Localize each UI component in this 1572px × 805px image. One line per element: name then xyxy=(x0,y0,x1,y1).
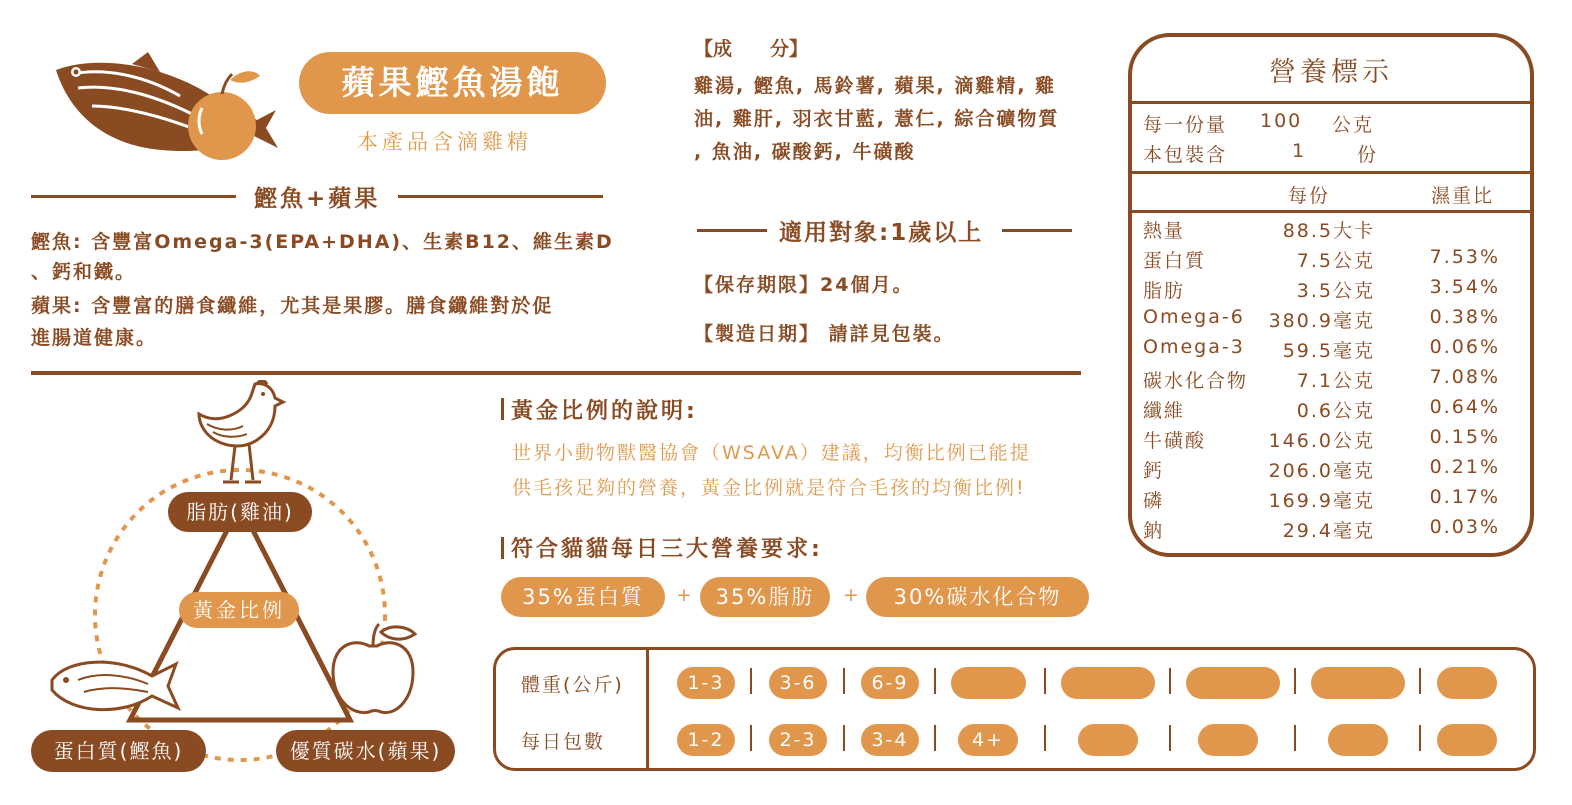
target-age: 適用對象:1歲以上 xyxy=(779,220,984,246)
nutrient-name: Omega-3 xyxy=(1143,336,1245,358)
nutrient-name: Omega-6 xyxy=(1143,306,1245,328)
daily-packs-pill xyxy=(1328,724,1388,756)
feeding-separator xyxy=(1294,668,1296,694)
nutrient-name: 牛磺酸 xyxy=(1143,430,1207,452)
feeding-separator xyxy=(843,668,845,694)
nutrient-amount: 380.9毫克 xyxy=(1268,310,1375,332)
chicken-icon xyxy=(195,380,290,488)
carb-requirement: 30%碳水化合物 xyxy=(866,577,1089,617)
apple-outline-icon xyxy=(325,620,425,720)
nutrient-amount: 0.6公克 xyxy=(1296,400,1375,422)
feeding-separator xyxy=(1169,668,1171,694)
daily-packs-pill: 2-3 xyxy=(769,724,827,756)
requirements-heading: 符合貓貓每日三大營養要求: xyxy=(511,537,823,562)
nutrient-wet-ratio: 0.38% xyxy=(1429,306,1500,328)
per-serving-header: 每份 xyxy=(1288,185,1331,207)
nutrient-name: 鈉 xyxy=(1143,520,1165,542)
nutrient-wet-ratio: 0.17% xyxy=(1429,486,1500,508)
nutrition-title: 營養標示 xyxy=(1269,57,1393,88)
nutrient-name: 鈣 xyxy=(1143,460,1165,482)
golden-ratio-line2: 供毛孩足夠的營養，黃金比例就是符合毛孩的均衡比例! xyxy=(512,477,1026,499)
daily-packs-pill xyxy=(1437,724,1497,756)
weight-row-label: 體重(公斤) xyxy=(521,674,624,696)
ingredients-heading: 【成 分】 xyxy=(694,38,809,60)
nutrient-amount: 29.4毫克 xyxy=(1282,520,1375,542)
servings-per-package-label: 本包裝含 xyxy=(1143,144,1228,166)
nutrient-amount: 7.1公克 xyxy=(1296,370,1375,392)
nutrient-amount: 146.0公克 xyxy=(1268,430,1375,452)
nutrient-amount: 206.0毫克 xyxy=(1268,460,1375,482)
feeding-separator xyxy=(1044,725,1046,751)
target-divider-left xyxy=(697,229,767,232)
ingredients-line3: , 魚油, 碳酸鈣, 牛磺酸 xyxy=(694,141,916,163)
ingredients-line2: 油, 雞肝, 羽衣甘藍, 薏仁, 綜合礦物質 xyxy=(694,108,1060,130)
product-subtitle: 本產品含滴雞精 xyxy=(357,130,532,154)
wet-weight-ratio-header: 濕重比 xyxy=(1431,185,1495,207)
feeding-separator xyxy=(934,668,936,694)
servings-per-package-value: 1 xyxy=(1292,140,1307,162)
nutrient-wet-ratio: 0.15% xyxy=(1429,426,1500,448)
nutrient-name: 磷 xyxy=(1143,490,1165,512)
section-divider xyxy=(31,371,1081,375)
shelf-life: 【保存期限】24個月。 xyxy=(694,274,914,296)
divider-right xyxy=(398,195,603,198)
nutrient-name: 纖維 xyxy=(1143,400,1186,422)
fat-requirement: 35%脂肪 xyxy=(700,577,830,617)
golden-ratio-line1: 世界小動物獸醫協會（WSAVA）建議，均衡比例已能提 xyxy=(512,442,1031,464)
weight-range-pill xyxy=(1437,667,1497,699)
packs-row-label: 每日包數 xyxy=(521,731,606,753)
target-divider-right xyxy=(1002,229,1072,232)
manufacture-date: 【製造日期】 請詳見包裝。 xyxy=(694,323,955,345)
nutrient-wet-ratio: 3.54% xyxy=(1429,276,1500,298)
feeding-separator xyxy=(1419,725,1421,751)
nutrient-wet-ratio: 0.64% xyxy=(1429,396,1500,418)
apple-description-line1: 蘋果: 含豐富的膳食纖維，尤其是果膠。膳食纖維對於促 xyxy=(31,295,554,317)
daily-packs-pill xyxy=(1198,724,1258,756)
feeding-separator xyxy=(1294,725,1296,751)
feeding-separator xyxy=(843,725,845,751)
golden-ratio-center-label: 黃金比例 xyxy=(179,592,299,628)
weight-range-pill xyxy=(951,667,1026,699)
nutrition-divider-3 xyxy=(1128,210,1534,213)
feeding-separator xyxy=(750,725,752,751)
golden-ratio-heading: 黃金比例的說明: xyxy=(511,399,698,424)
requirements-heading-bar xyxy=(501,537,504,559)
nutrient-name: 碳水化合物 xyxy=(1143,370,1249,392)
nutrition-divider-1 xyxy=(1128,101,1534,104)
feeding-separator xyxy=(934,725,936,751)
weight-range-pill: 6-9 xyxy=(861,667,919,699)
nutrient-amount: 88.5大卡 xyxy=(1282,220,1375,242)
fish-icon xyxy=(48,650,196,722)
nutrient-amount: 169.9毫克 xyxy=(1268,490,1375,512)
weight-range-pill: 3-6 xyxy=(769,667,827,699)
weight-range-pill xyxy=(1311,667,1405,699)
plus-sign-1: + xyxy=(676,584,692,606)
feeding-separator xyxy=(750,668,752,694)
nutrient-name: 脂肪 xyxy=(1143,280,1186,302)
daily-packs-pill: 4+ xyxy=(958,724,1018,756)
serving-size-label: 每一份量 xyxy=(1143,114,1228,136)
apple-description-line2: 進腸道健康。 xyxy=(31,327,158,349)
nutrient-wet-ratio: 0.03% xyxy=(1429,516,1500,538)
nutrient-name: 蛋白質 xyxy=(1143,250,1207,272)
ingredients-line1: 雞湯, 鰹魚, 馬鈴薯, 蘋果, 滴雞精, 雞 xyxy=(694,75,1057,97)
weight-range-pill xyxy=(1061,667,1155,699)
feeding-separator xyxy=(1419,668,1421,694)
protein-requirement: 35%蛋白質 xyxy=(501,577,665,617)
tuna-apple-logo-icon xyxy=(52,50,280,162)
serving-size-value: 100 xyxy=(1260,110,1303,132)
nutrient-wet-ratio: 7.08% xyxy=(1429,366,1500,388)
protein-label: 蛋白質(鰹魚) xyxy=(31,730,206,772)
nutrient-wet-ratio: 0.06% xyxy=(1429,336,1500,358)
servings-per-package-unit: 份 xyxy=(1357,144,1379,166)
feeding-separator xyxy=(1169,725,1171,751)
fish-description-line2: 、鈣和鐵。 xyxy=(31,261,137,283)
feeding-separator xyxy=(1044,668,1046,694)
divider-left xyxy=(31,195,236,198)
nutrient-amount: 3.5公克 xyxy=(1296,280,1375,302)
plus-sign-2: + xyxy=(843,584,859,606)
fish-description-line1: 鰹魚: 含豐富Omega-3(EPA+DHA)、生素B12、維生素D xyxy=(31,231,614,253)
nutrition-divider-2 xyxy=(1128,171,1534,174)
nutrient-wet-ratio: 7.53% xyxy=(1429,246,1500,268)
daily-packs-pill xyxy=(1078,724,1138,756)
weight-range-pill: 1-3 xyxy=(677,667,735,699)
carb-label: 優質碳水(蘋果) xyxy=(276,730,455,772)
weight-range-pill xyxy=(1186,667,1280,699)
nutrient-amount: 7.5公克 xyxy=(1296,250,1375,272)
product-title: 蘋果鰹魚湯飽 xyxy=(299,52,606,114)
fat-label: 脂肪(雞油) xyxy=(168,492,312,532)
daily-packs-pill: 1-2 xyxy=(677,724,735,756)
golden-ratio-heading-bar xyxy=(501,398,504,420)
fish-apple-heading: 鰹魚+蘋果 xyxy=(254,186,381,212)
serving-size-unit: 公克 xyxy=(1332,114,1375,136)
daily-packs-pill: 3-4 xyxy=(861,724,919,756)
nutrient-amount: 59.5毫克 xyxy=(1282,340,1375,362)
feeding-table-label-divider xyxy=(646,650,649,768)
nutrient-name: 熱量 xyxy=(1143,220,1186,242)
nutrient-wet-ratio: 0.21% xyxy=(1429,456,1500,478)
